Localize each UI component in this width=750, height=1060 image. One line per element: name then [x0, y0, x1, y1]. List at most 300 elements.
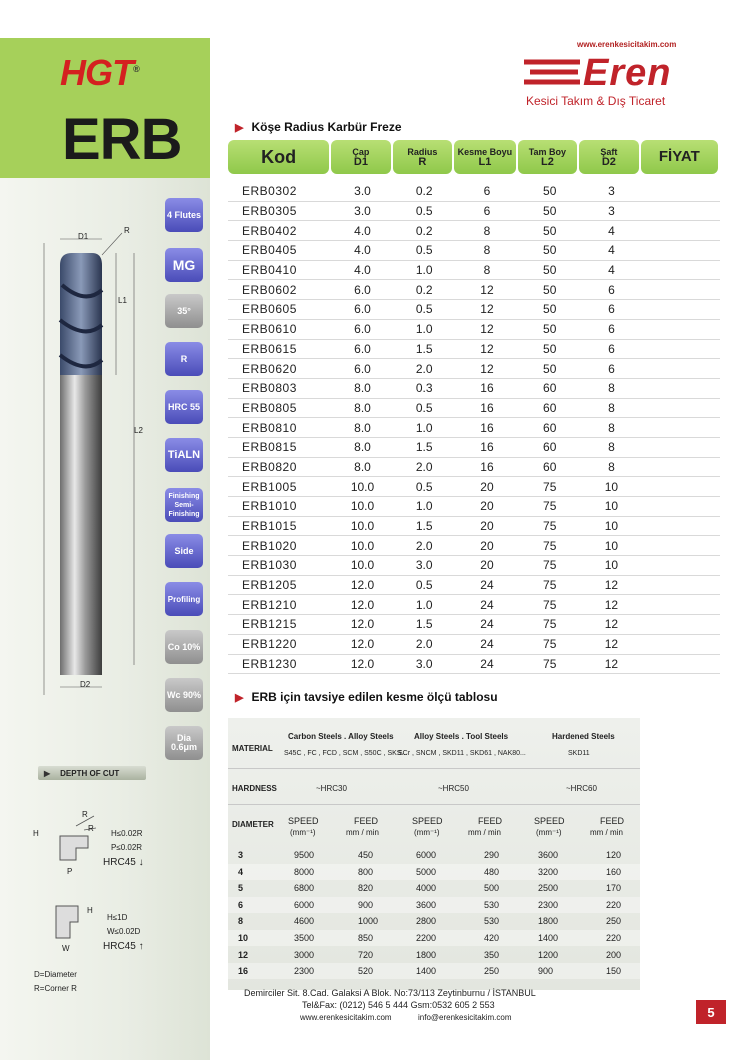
- mg-icon: MG: [165, 248, 203, 282]
- product-code: ERB0610: [242, 322, 297, 337]
- table-row: [228, 635, 720, 655]
- cutting-value: 9500: [294, 850, 315, 860]
- group2-hardness: ~HRC50: [438, 784, 469, 793]
- feed-label-1: FEED: [354, 816, 379, 826]
- hardness-icon: HRC 55: [165, 390, 203, 424]
- table-cell: 60: [543, 459, 557, 474]
- table-cell: 0.5: [415, 479, 433, 494]
- cutting-row: [228, 880, 640, 896]
- end-mill-drawing: [30, 225, 170, 695]
- table-cell: 1.0: [415, 597, 433, 612]
- table-cell: 3: [608, 184, 615, 199]
- table-row: [228, 595, 720, 615]
- table-cell: 12: [604, 597, 619, 612]
- table-cell: 8: [608, 459, 615, 474]
- cutting-row: [228, 963, 640, 979]
- cutting-value: 820: [358, 883, 374, 894]
- table-cell: 0.5: [415, 400, 433, 415]
- depth-diagram-corner: [40, 806, 110, 876]
- cutting-value: 350: [484, 949, 500, 960]
- depth-h1: H≤0.02R: [111, 829, 143, 838]
- series-title: ERB: [62, 107, 182, 172]
- cutting-value: 2300: [538, 899, 559, 910]
- cutting-value: 2200: [416, 933, 437, 943]
- diameter-value: 8: [238, 916, 244, 927]
- table-row: [228, 458, 720, 478]
- table-cell: 75: [543, 499, 557, 514]
- legend-corner-r: R=Corner R: [34, 984, 77, 993]
- cutting-value: 1200: [538, 949, 559, 960]
- table-cell: 8: [483, 263, 491, 278]
- table-row: [228, 477, 720, 497]
- table-cell: 16: [480, 440, 494, 455]
- diameter-value: 12: [238, 949, 249, 960]
- product-code: ERB1215: [242, 617, 297, 632]
- cutting-value: 2800: [416, 916, 437, 927]
- table-cell: 3.0: [354, 184, 371, 199]
- table-cell: 50: [543, 243, 557, 258]
- table-row: [228, 536, 720, 556]
- table-cell: 1.0: [415, 499, 433, 514]
- cutting-value: 1800: [538, 916, 559, 927]
- table-cell: 50: [543, 322, 557, 337]
- table-row: [228, 438, 720, 458]
- table-cell: 6: [483, 184, 491, 199]
- cutting-value: 500: [484, 883, 500, 894]
- table-cell: 8: [608, 420, 615, 435]
- diameter-value: 5: [238, 883, 244, 894]
- diameter-label: DIAMETER: [232, 820, 274, 829]
- table-cell: 16: [480, 381, 494, 396]
- table-cell: 10: [604, 538, 619, 553]
- helix-angle-icon: 35°: [165, 294, 203, 328]
- header-radius: Radius R: [393, 140, 453, 174]
- table-cell: 0.2: [415, 223, 433, 238]
- group2-name: Alloy Steels . Tool Steels: [414, 732, 509, 741]
- table-cell: 8: [608, 381, 615, 396]
- table-cell: 6: [608, 282, 615, 297]
- table-cell: 1.5: [415, 519, 433, 534]
- speed-label-2: SPEED: [412, 816, 443, 826]
- table-row: [228, 615, 720, 635]
- table-row: [228, 340, 720, 360]
- label-d2: D2: [80, 680, 91, 689]
- header-fiyat: FİYAT: [641, 140, 718, 174]
- table-cell: 4: [608, 223, 615, 238]
- table-row: [228, 280, 720, 300]
- feed-unit-3: mm / min: [590, 828, 623, 837]
- table-cell: 75: [543, 578, 557, 593]
- table-cell: 12: [480, 322, 494, 337]
- table-cell: 6.0: [354, 361, 371, 376]
- hgt-logo: HGT®: [60, 52, 139, 93]
- table-row: [228, 182, 720, 202]
- table-cell: 8: [608, 440, 615, 455]
- cutting-value: 150: [606, 966, 622, 977]
- table-cell: 4.0: [354, 223, 371, 238]
- cutting-value: 530: [484, 916, 500, 927]
- table-cell: 12: [480, 361, 494, 376]
- table-cell: 6: [608, 361, 615, 376]
- cutting-row: [228, 847, 640, 863]
- table-cell: 12: [604, 578, 619, 593]
- table-cell: 1.0: [415, 322, 433, 337]
- feed-label-3: FEED: [600, 816, 625, 826]
- table-cell: 20: [480, 558, 494, 573]
- table-cell: 8: [608, 400, 615, 415]
- table-cell: 10: [604, 499, 619, 514]
- speed-unit-2: (mm⁻¹): [414, 828, 440, 837]
- cutting-value: 4000: [416, 883, 437, 894]
- footer-website: www.erenkesicitakim.com: [300, 1013, 392, 1022]
- cutting-value: 900: [538, 966, 554, 977]
- table-cell: 12: [604, 617, 619, 632]
- footer-address: Demirciler Sit. 8.Cad. Galaksi A Blok. No:73/113 Zeytinburnu / İSTANBUL: [244, 988, 536, 998]
- table-cell: 20: [480, 499, 494, 514]
- table-cell: 12: [604, 656, 619, 671]
- table-cell: 3.0: [415, 656, 433, 671]
- depth-label-h: H: [33, 829, 39, 838]
- table-row: [228, 379, 720, 399]
- table-cell: 1.5: [415, 440, 433, 455]
- table-cell: 12: [480, 341, 494, 356]
- table-cell: 8.0: [354, 400, 371, 415]
- depth-of-cut-bar: ▶ DEPTH OF CUT: [38, 766, 146, 780]
- product-code: ERB0615: [242, 341, 297, 356]
- table-cell: 16: [480, 420, 494, 435]
- header-l2: Tam Boy L2: [518, 140, 578, 174]
- depth-label-h2: H: [87, 906, 93, 915]
- group2-grades: SCr , SNCM , SKD11 , SKD61 , NAK80...: [398, 750, 526, 757]
- table-cell: 50: [543, 361, 557, 376]
- table-row: [228, 300, 720, 320]
- table-cell: 16: [480, 459, 494, 474]
- depth-label-r2: R: [88, 824, 94, 833]
- product-code: ERB1205: [242, 578, 297, 593]
- product-code: ERB1020: [242, 538, 297, 553]
- table-cell: 10: [604, 479, 619, 494]
- corner-radius-icon: R: [165, 342, 203, 376]
- diameter-value: 3: [238, 850, 244, 860]
- cobalt-icon: Co 10%: [165, 630, 203, 664]
- speed-label-1: SPEED: [288, 816, 319, 826]
- table-cell: 3.0: [354, 204, 371, 219]
- table-cell: 6: [483, 204, 491, 219]
- cutting-value: 1400: [416, 966, 437, 977]
- group3-hardness: ~HRC60: [566, 784, 597, 793]
- cutting-row: [228, 930, 640, 946]
- cutting-value: 200: [606, 949, 622, 960]
- table-cell: 10: [604, 558, 619, 573]
- cutting-value: 720: [358, 949, 374, 960]
- product-code: ERB1210: [242, 597, 297, 612]
- table-row: [228, 261, 720, 281]
- table-cell: 1.5: [415, 341, 433, 356]
- table-cell: 50: [543, 223, 557, 238]
- product-code: ERB0620: [242, 361, 297, 376]
- cutting-value: 6800: [294, 883, 315, 894]
- cutting-value: 160: [606, 866, 622, 877]
- label-l2: L2: [134, 426, 143, 435]
- table-row: [228, 359, 720, 379]
- table-cell: 3: [608, 204, 615, 219]
- speed-unit-3: (mm⁻¹): [536, 828, 562, 837]
- table-cell: 0.3: [415, 381, 433, 396]
- table-cell: 50: [543, 204, 557, 219]
- table-cell: 20: [480, 538, 494, 553]
- coating-icon: TiALN: [165, 438, 203, 472]
- table-cell: 2.0: [415, 361, 433, 376]
- label-r: R: [124, 226, 130, 235]
- table-cell: 1.0: [415, 263, 433, 278]
- table-cell: 1.5: [415, 617, 433, 632]
- table-cell: 1.0: [415, 420, 433, 435]
- product-code: ERB0820: [242, 459, 297, 474]
- cutting-value: 6000: [294, 899, 315, 910]
- arrow-icon: ▶: [235, 692, 244, 704]
- table-cell: 10.0: [350, 499, 375, 514]
- table-cell: 12: [480, 282, 494, 297]
- cutting-value: 220: [606, 899, 622, 910]
- table-row: [228, 221, 720, 241]
- label-l1: L1: [118, 296, 127, 305]
- cutting-value: 450: [358, 850, 374, 860]
- cutting-value: 5000: [416, 866, 437, 877]
- group1-grades: S45C , FC , FCD , SCM , S50C , SKS...: [284, 750, 408, 757]
- table-cell: 12.0: [350, 617, 375, 632]
- table-cell: 2.0: [415, 538, 433, 553]
- table-cell: 0.5: [415, 578, 433, 593]
- cutting-conditions-table: [228, 718, 640, 990]
- table-cell: 24: [480, 597, 494, 612]
- footer-email: info@erenkesicitakim.com: [418, 1013, 512, 1022]
- product-code: ERB1220: [242, 637, 297, 652]
- product-table-body: [228, 182, 720, 674]
- table-cell: 6: [608, 322, 615, 337]
- table-cell: 6.0: [354, 302, 371, 317]
- table-cell: 60: [543, 381, 557, 396]
- table-row: [228, 202, 720, 222]
- product-code: ERB0410: [242, 263, 297, 278]
- feed-unit-1: mm / min: [346, 828, 379, 837]
- product-code: ERB1015: [242, 519, 297, 534]
- table-row: [228, 576, 720, 596]
- cutting-value: 480: [484, 866, 500, 877]
- table-cell: 75: [543, 656, 557, 671]
- table-row: [228, 556, 720, 576]
- header-d1: Çap D1: [331, 140, 391, 174]
- cutting-row: [228, 897, 640, 913]
- product-code: ERB0302: [242, 184, 297, 199]
- table-cell: 6: [608, 341, 615, 356]
- table-cell: 75: [543, 597, 557, 612]
- cutting-value: 3500: [294, 933, 315, 943]
- table-cell: 50: [543, 263, 557, 278]
- table-row: [228, 241, 720, 261]
- table-cell: 24: [480, 637, 494, 652]
- flutes-icon: 4 Flutes: [165, 198, 203, 232]
- page-number: 5: [696, 1000, 726, 1024]
- cutting-value: 850: [358, 933, 374, 943]
- table-cell: 12.0: [350, 656, 375, 671]
- table-cell: 12: [604, 637, 619, 652]
- speed-unit-1: (mm⁻¹): [290, 828, 316, 837]
- table-cell: 2.0: [415, 459, 433, 474]
- table-cell: 4.0: [354, 263, 371, 278]
- table-cell: 24: [480, 617, 494, 632]
- product-code: ERB1010: [242, 499, 297, 514]
- diameter-value: 10: [238, 933, 249, 943]
- table-cell: 6.0: [354, 341, 371, 356]
- product-code: ERB0602: [242, 282, 297, 297]
- group1-hardness: ~HRC30: [316, 784, 347, 793]
- table-cell: 0.5: [415, 204, 433, 219]
- cutting-value: 3600: [538, 850, 559, 860]
- depth-label-r1: R: [82, 810, 88, 819]
- table-row: [228, 418, 720, 438]
- product-code: ERB0402: [242, 223, 297, 238]
- eren-url: www.erenkesicitakim.com: [577, 40, 677, 49]
- product-code: ERB0305: [242, 204, 297, 219]
- cutting-value: 1000: [358, 916, 379, 927]
- material-label: MATERIAL: [232, 744, 273, 753]
- header-kod: Kod: [228, 140, 329, 174]
- table-cell: 12.0: [350, 637, 375, 652]
- cutting-value: 530: [484, 899, 500, 910]
- table-cell: 0.5: [415, 302, 433, 317]
- table-row: [228, 517, 720, 537]
- table-cell: 50: [543, 184, 557, 199]
- table-row: [228, 399, 720, 419]
- table-cell: 4: [608, 263, 615, 278]
- depth-w2: W≤0.02D: [107, 927, 141, 936]
- section-title-1: ▶ Köşe Radius Karbür Freze: [235, 120, 402, 134]
- table-cell: 60: [543, 440, 557, 455]
- depth-hrc2: HRC45 ↑: [103, 941, 144, 952]
- table-cell: 60: [543, 420, 557, 435]
- grain-size-icon: Dia 0.6μm: [165, 726, 203, 760]
- header-l1: Kesme Boyu L1: [454, 140, 515, 174]
- table-cell: 4: [608, 243, 615, 258]
- product-code: ERB0605: [242, 302, 297, 317]
- footer-phone: Tel&Fax: (0212) 546 5 444 Gsm:0532 605 2 553: [302, 1000, 495, 1010]
- group3-name: Hardened Steels: [552, 732, 615, 741]
- table-cell: 24: [480, 656, 494, 671]
- table-cell: 10: [604, 519, 619, 534]
- table-cell: 6.0: [354, 282, 371, 297]
- table-cell: 8.0: [354, 440, 371, 455]
- table-cell: 50: [543, 341, 557, 356]
- table-cell: 12: [480, 302, 494, 317]
- depth-p1: P≤0.02R: [111, 843, 143, 852]
- table-cell: 12.0: [350, 578, 375, 593]
- cutting-value: 2500: [538, 883, 559, 894]
- table-cell: 8.0: [354, 459, 371, 474]
- table-cell: 16: [480, 400, 494, 415]
- table-cell: 75: [543, 617, 557, 632]
- cutting-value: 3000: [294, 949, 315, 960]
- cutting-value: 1400: [538, 933, 559, 943]
- table-cell: 8.0: [354, 420, 371, 435]
- cutting-value: 1800: [416, 949, 437, 960]
- label-d1: D1: [78, 232, 89, 241]
- cutting-value: 250: [484, 966, 500, 977]
- table-cell: 3.0: [415, 558, 433, 573]
- cutting-value: 8000: [294, 866, 315, 877]
- product-table-header: [228, 140, 720, 174]
- table-cell: 75: [543, 637, 557, 652]
- cutting-value: 250: [606, 916, 622, 927]
- depth-h2: H≤1D: [107, 913, 128, 922]
- table-cell: 10.0: [350, 519, 375, 534]
- table-cell: 75: [543, 538, 557, 553]
- product-code: ERB0803: [242, 381, 297, 396]
- table-cell: 2.0: [415, 637, 433, 652]
- table-cell: 20: [480, 519, 494, 534]
- depth-label-w: W: [62, 944, 70, 953]
- cutting-row: [228, 864, 640, 880]
- table-cell: 8: [483, 223, 491, 238]
- group1-name: Carbon Steels . Alloy Steels: [288, 732, 394, 741]
- cutting-value: 2300: [294, 966, 315, 977]
- table-cell: 0.2: [415, 282, 433, 297]
- diameter-value: 6: [238, 899, 244, 910]
- cutting-value: 6000: [416, 850, 437, 860]
- table-row: [228, 655, 720, 675]
- table-cell: 75: [543, 519, 557, 534]
- table-row: [228, 320, 720, 340]
- side-milling-icon: Side: [165, 534, 203, 568]
- table-cell: 24: [480, 578, 494, 593]
- cutting-value: 170: [606, 883, 622, 894]
- table-cell: 60: [543, 400, 557, 415]
- feed-label-2: FEED: [478, 816, 503, 826]
- diameter-value: 16: [238, 966, 249, 977]
- table-row: [228, 497, 720, 517]
- table-cell: 0.5: [415, 243, 433, 258]
- cutting-value: 3600: [416, 899, 437, 910]
- product-code: ERB0805: [242, 400, 297, 415]
- product-code: ERB1005: [242, 479, 297, 494]
- arrow-icon: ▶: [235, 122, 244, 134]
- product-code: ERB0815: [242, 440, 297, 455]
- cutting-value: 520: [358, 966, 374, 977]
- tungsten-carbide-icon: Wc 90%: [165, 678, 203, 712]
- cutting-row: [228, 947, 640, 963]
- table-cell: 6: [608, 302, 615, 317]
- table-cell: 10.0: [350, 538, 375, 553]
- table-cell: 20: [480, 479, 494, 494]
- table-cell: 12.0: [350, 597, 375, 612]
- table-cell: 6.0: [354, 322, 371, 337]
- diameter-value: 4: [238, 866, 244, 877]
- product-code: ERB0405: [242, 243, 297, 258]
- cutting-value: 220: [606, 933, 622, 943]
- cutting-value: 120: [606, 850, 622, 860]
- table-cell: 75: [543, 479, 557, 494]
- depth-hrc1: HRC45 ↓: [103, 857, 144, 868]
- cutting-value: 3200: [538, 866, 559, 877]
- group3-grades: SKD11: [568, 750, 590, 757]
- legend-diameter: D=Diameter: [34, 970, 77, 979]
- finishing-icon: Finishing Semi-Finishing: [165, 488, 203, 522]
- table-cell: 10.0: [350, 558, 375, 573]
- depth-diagram-side: [50, 900, 90, 950]
- cutting-value: 420: [484, 933, 500, 943]
- feed-unit-2: mm / min: [468, 828, 501, 837]
- product-code: ERB0810: [242, 420, 297, 435]
- header-d2: Şaft D2: [579, 140, 639, 174]
